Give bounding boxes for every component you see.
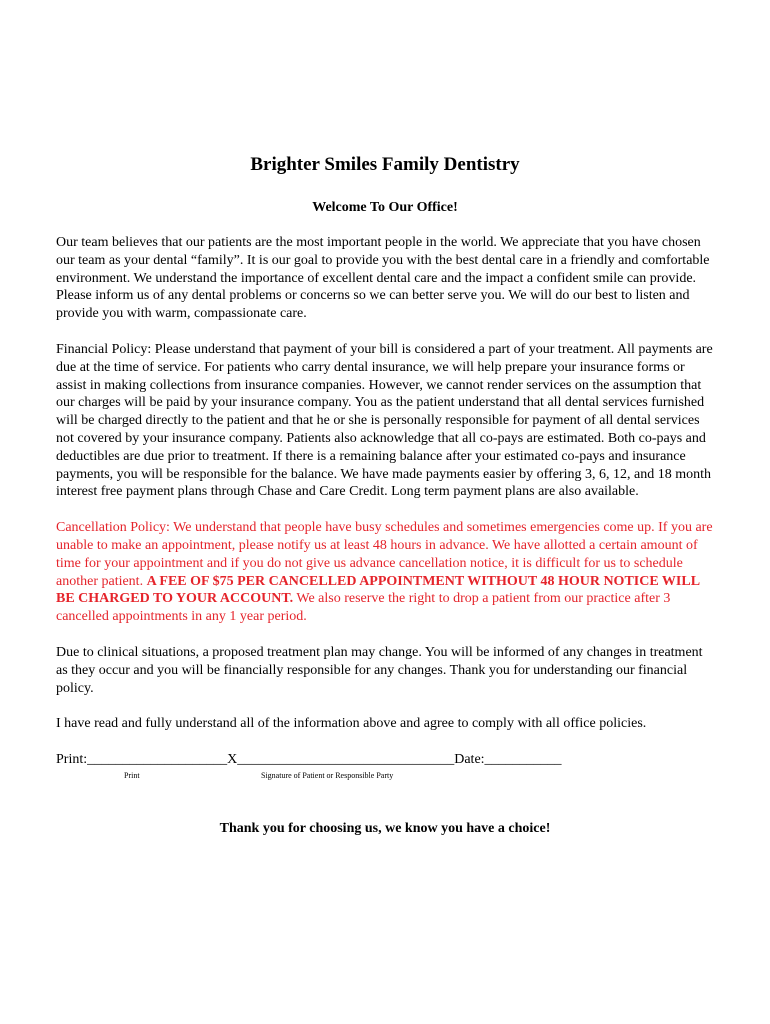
financial-policy-paragraph: Financial Policy: Please understand that payment of your bill is considered a part of your treatment. All payments are due at the time of service. For patients who carry dental insurance, we will help prepare your insurance forms or assist in making collections from insurance companies. However, we cannot render services on the assumption that our charges will be paid by your insurance company. You as the patient understand that all dental services furnished will be charged directly to the patient and that he or she is personally responsible for payment of all dental services not covered by your insurance company. Patients also acknowledge that all co-pays are estimated. Both co-pays and deductibles are due prior to treatment. If there is a remaining balance after your estimated co-pays and insurance payments, you will be responsible for the balance. We have made payments easier by offering 3, 6, 12, and 18 month interest free payment plans through Chase and Care Credit. Long term payment plans are also available. xyxy=(56,341,713,500)
cancellation-fee-notice: A FEE OF $75 PER CANCELLED APPOINTMENT WITHOUT 48 HOUR NOTICE WILL BE CHARGED TO YOUR ACCOUNT. xyxy=(56,573,700,607)
print-caption: Print xyxy=(124,771,140,781)
cancellation-text-part2: We also reserve the right to drop a patient from our practice after 3 cancelled appointments in any 1 year period. xyxy=(56,591,671,625)
page-title: Brighter Smiles Family Dentistry xyxy=(250,154,520,175)
treatment-plan-paragraph: Due to clinical situations, a proposed treatment plan may change. You will be informed of any changes in treatment as they occur and you will be financially responsible for any changes. Thank you for understanding our financial policy. xyxy=(56,644,703,696)
cancellation-policy-paragraph xyxy=(56,519,714,626)
welcome-heading: Welcome To Our Office! xyxy=(312,200,458,215)
signature-line[interactable]: Print:____________________X_______________________________Date:___________ xyxy=(56,752,562,768)
signature-captions xyxy=(56,768,714,788)
thank-you-note: Thank you for choosing us, we know you have a choice! xyxy=(219,821,551,837)
cancellation-text-part1: Cancellation Policy: We understand that people have busy schedules and sometimes emergencies come up. If you are unable to make an appointment, please notify us at least 48 hours in advance. We have allotted a certain amount of time for your appointment and if you do not give us advance cancellation notice, it is difficult for us to schedule another patient. xyxy=(56,520,713,589)
intro-paragraph: Our team believes that our patients are the most important people in the world. We appreciate that you have chosen our team as your dental “family”. It is our goal to provide you with the best dental care in a friendly and comfortable environment. We understand the importance of excellent dental care and the impact a confident smile can provide. Please inform us of any dental problems or concerns so we can better serve you. We will do our best to listen and provide you with warm, compassionate care. xyxy=(56,235,710,322)
signature-caption: Signature of Patient or Responsible Party xyxy=(261,771,394,781)
agreement-statement: I have read and fully understand all of the information above and agree to comply with all office policies. xyxy=(56,716,647,732)
